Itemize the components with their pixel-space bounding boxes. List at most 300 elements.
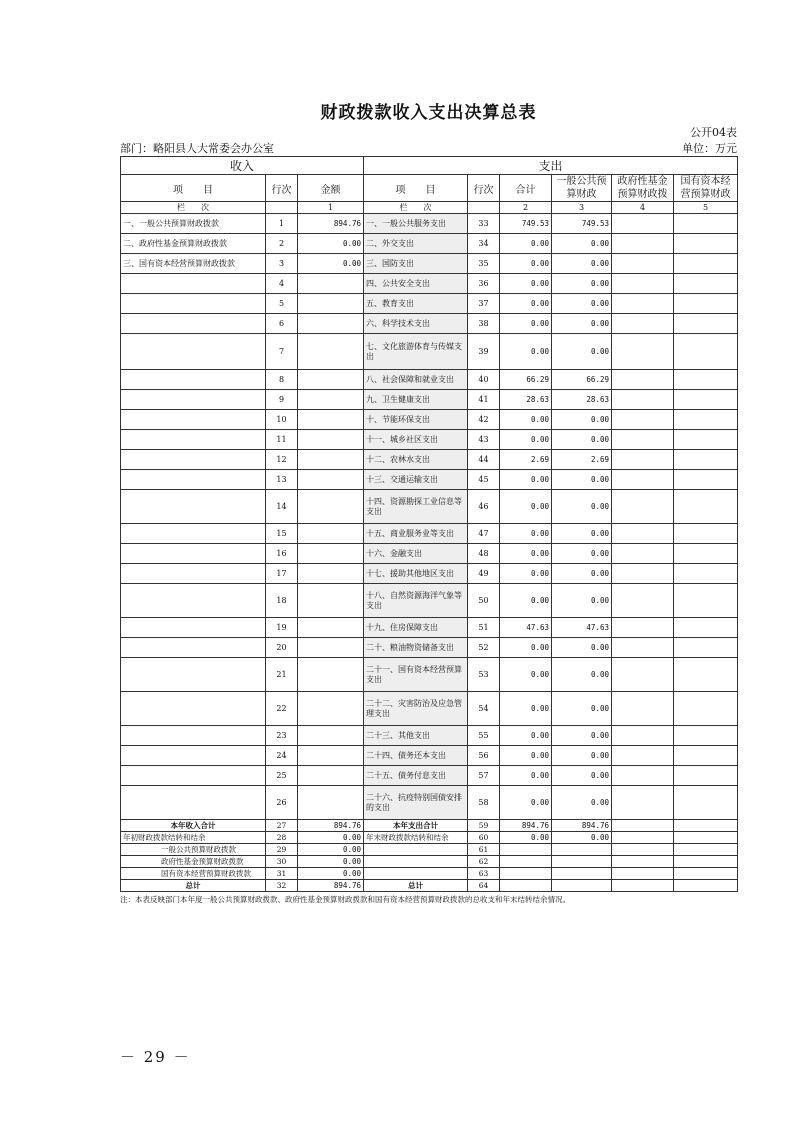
income-line: 5: [266, 294, 298, 314]
expense-total: 2.69: [500, 450, 552, 470]
income-line: 24: [266, 746, 298, 766]
table-row: [121, 658, 738, 692]
summary-income-line: 32: [266, 880, 298, 892]
state-capital-amount: [674, 410, 738, 430]
income-header: 收入: [121, 157, 364, 175]
expense-item: 十、节能环保支出: [364, 410, 468, 430]
gov-fund-amount: [612, 274, 674, 294]
col-number: 1: [298, 202, 364, 214]
income-item: [121, 334, 266, 370]
table-row: [121, 390, 738, 410]
income-item: [121, 692, 266, 726]
summary-income-line: 27: [266, 820, 298, 832]
gov-fund-amount: [612, 584, 674, 618]
expense-header: 支出: [364, 157, 738, 175]
income-line: 8: [266, 370, 298, 390]
general-budget-amount: 0.00: [552, 470, 612, 490]
state-capital-amount: [674, 334, 738, 370]
general-budget-amount: 0.00: [552, 524, 612, 544]
summary-expense-line: 60: [468, 832, 500, 844]
header-row-col-numbers: [121, 202, 738, 214]
general-budget-amount: 0.00: [552, 254, 612, 274]
table-row: [121, 638, 738, 658]
gov-fund-amount: [612, 564, 674, 584]
expense-line: 50: [468, 584, 500, 618]
expense-total: 0.00: [500, 294, 552, 314]
state-capital-amount: [674, 390, 738, 410]
state-capital-amount: [674, 430, 738, 450]
expense-total: 28.63: [500, 390, 552, 410]
table-row: [121, 470, 738, 490]
expense-item: 十四、资源勘探工业信息等支出: [364, 490, 468, 524]
income-line: 12: [266, 450, 298, 470]
table-row: [121, 274, 738, 294]
table-row: [121, 314, 738, 334]
summary-state-capital: [674, 868, 738, 880]
expense-line: 37: [468, 294, 500, 314]
expense-line: 35: [468, 254, 500, 274]
income-line: 23: [266, 726, 298, 746]
general-budget-amount: 0.00: [552, 410, 612, 430]
expense-total: 0.00: [500, 470, 552, 490]
total-header: 合计: [500, 175, 552, 202]
expense-total: 0.00: [500, 692, 552, 726]
general-budget-amount: 47.63: [552, 618, 612, 638]
summary-income-amount: 0.00: [298, 832, 364, 844]
expense-total: 0.00: [500, 746, 552, 766]
expense-item: 十九、住房保障支出: [364, 618, 468, 638]
general-budget-amount: 0.00: [552, 430, 612, 450]
general-budget-amount: 0.00: [552, 726, 612, 746]
state-capital-amount: [674, 726, 738, 746]
gov-fund-amount: [612, 450, 674, 470]
summary-row: [121, 820, 738, 832]
department-label: 部门：略阳县人大常委会办公室: [120, 142, 274, 155]
expense-item: 十五、商业服务业等支出: [364, 524, 468, 544]
general-budget-amount: 0.00: [552, 786, 612, 820]
expense-total: 0.00: [500, 564, 552, 584]
income-item: [121, 564, 266, 584]
expense-total: 0.00: [500, 410, 552, 430]
income-item: [121, 618, 266, 638]
summary-income-amount: 0.00: [298, 868, 364, 880]
summary-total: 0.00: [500, 832, 552, 844]
income-amount: [298, 638, 364, 658]
expense-item: 十七、援助其他地区支出: [364, 564, 468, 584]
income-amount: [298, 470, 364, 490]
summary-income-line: 28: [266, 832, 298, 844]
summary-expense-line: 64: [468, 880, 500, 892]
income-line: 19: [266, 618, 298, 638]
income-line: 11: [266, 430, 298, 450]
state-capital-amount: [674, 766, 738, 786]
general-budget-amount: 0.00: [552, 334, 612, 370]
expense-line: 57: [468, 766, 500, 786]
income-line: 4: [266, 274, 298, 294]
expense-item: 九、卫生健康支出: [364, 390, 468, 410]
expense-line: 53: [468, 658, 500, 692]
header-row-columns: [121, 175, 738, 202]
expense-line: 52: [468, 638, 500, 658]
summary-income-amount: 894.76: [298, 820, 364, 832]
expense-line: 41: [468, 390, 500, 410]
table-row: [121, 584, 738, 618]
expense-item: 六、科学技术支出: [364, 314, 468, 334]
income-amount: [298, 584, 364, 618]
gov-fund-amount: [612, 470, 674, 490]
income-item: [121, 658, 266, 692]
expense-item: 二十四、债务还本支出: [364, 746, 468, 766]
income-amount: [298, 564, 364, 584]
income-item: 一、一般公共预算财政拨款: [121, 214, 266, 234]
expense-line: 39: [468, 334, 500, 370]
summary-total: [500, 868, 552, 880]
income-line: 3: [266, 254, 298, 274]
income-line: 1: [266, 214, 298, 234]
income-amount: 894.76: [298, 214, 364, 234]
expense-item: 二十三、其他支出: [364, 726, 468, 746]
income-item: [121, 450, 266, 470]
expense-item: 八、社会保障和就业支出: [364, 370, 468, 390]
state-capital-amount: [674, 274, 738, 294]
state-capital-amount: [674, 746, 738, 766]
gov-fund-amount: [612, 334, 674, 370]
table-row: [121, 524, 738, 544]
general-budget-amount: 28.63: [552, 390, 612, 410]
income-line: 26: [266, 786, 298, 820]
expense-line: 49: [468, 564, 500, 584]
finance-table: [120, 156, 738, 892]
gov-fund-amount: [612, 726, 674, 746]
gov-fund-amount: [612, 786, 674, 820]
general-budget-amount: 0.00: [552, 638, 612, 658]
expense-line: 42: [468, 410, 500, 430]
table-row: [121, 410, 738, 430]
expense-line: 45: [468, 470, 500, 490]
income-item: [121, 370, 266, 390]
income-line: 10: [266, 410, 298, 430]
summary-income-item: 国有资本经营预算财政拨款: [121, 868, 266, 880]
summary-expense-item: [364, 844, 468, 856]
summary-total: [500, 880, 552, 892]
summary-total: 894.76: [500, 820, 552, 832]
gov-fund-amount: [612, 254, 674, 274]
summary-expense-line: 61: [468, 844, 500, 856]
income-line: 6: [266, 314, 298, 334]
income-item: [121, 314, 266, 334]
general-budget-amount: 0.00: [552, 658, 612, 692]
state-capital-amount: [674, 314, 738, 334]
summary-expense-line: 59: [468, 820, 500, 832]
gov-fund-amount: [612, 370, 674, 390]
summary-expense-line: 63: [468, 868, 500, 880]
income-amount: [298, 692, 364, 726]
expense-item: 二十、粮油物资储备支出: [364, 638, 468, 658]
expense-line: 55: [468, 726, 500, 746]
expense-line: 40: [468, 370, 500, 390]
expense-line-header: 行次: [468, 175, 500, 202]
summary-state-capital: [674, 820, 738, 832]
table-row: [121, 450, 738, 470]
expense-item: 二、外交支出: [364, 234, 468, 254]
income-item: [121, 294, 266, 314]
income-amount: [298, 274, 364, 294]
income-amount: [298, 786, 364, 820]
income-line: 21: [266, 658, 298, 692]
gov-fund-amount: [612, 490, 674, 524]
general-budget-amount: 2.69: [552, 450, 612, 470]
income-item: [121, 766, 266, 786]
income-amount: [298, 430, 364, 450]
table-row: [121, 544, 738, 564]
expense-total: 0.00: [500, 524, 552, 544]
summary-total: [500, 856, 552, 868]
state-capital-amount: [674, 470, 738, 490]
table-row: [121, 766, 738, 786]
state-capital-amount: [674, 638, 738, 658]
summary-gov-fund: [612, 880, 674, 892]
income-line: 7: [266, 334, 298, 370]
header-row-groups: [121, 157, 738, 175]
general-budget-amount: 749.53: [552, 214, 612, 234]
summary-expense-item: [364, 856, 468, 868]
table-row: [121, 490, 738, 524]
expense-total: 0.00: [500, 254, 552, 274]
expense-col-label: 栏 次: [364, 202, 468, 214]
summary-total: [500, 844, 552, 856]
expense-line: 43: [468, 430, 500, 450]
income-amount: [298, 294, 364, 314]
income-amount: [298, 334, 364, 370]
form-code: 公开04表: [690, 126, 737, 139]
income-line: 9: [266, 390, 298, 410]
expense-item: 四、公共安全支出: [364, 274, 468, 294]
summary-state-capital: [674, 880, 738, 892]
income-amount: [298, 490, 364, 524]
table-row: [121, 234, 738, 254]
general-budget-amount: 0.00: [552, 766, 612, 786]
income-line: 14: [266, 490, 298, 524]
summary-row: [121, 880, 738, 892]
income-item: [121, 638, 266, 658]
gov-fund-amount: [612, 430, 674, 450]
income-line: 22: [266, 692, 298, 726]
summary-general: 894.76: [552, 820, 612, 832]
state-capital-amount: [674, 524, 738, 544]
income-line: 20: [266, 638, 298, 658]
summary-income-line: 29: [266, 844, 298, 856]
income-amount: [298, 726, 364, 746]
income-line: 18: [266, 584, 298, 618]
expense-total: 0.00: [500, 544, 552, 564]
report-title: 财政拨款收入支出决算总表: [320, 103, 537, 123]
income-amount-header: 金额: [298, 175, 364, 202]
expense-line: 34: [468, 234, 500, 254]
general-budget-amount: 0.00: [552, 314, 612, 334]
income-amount: [298, 766, 364, 786]
summary-expense-item: 本年支出合计: [364, 820, 468, 832]
table-row: [121, 430, 738, 450]
state-capital-amount: [674, 370, 738, 390]
income-amount: [298, 658, 364, 692]
gov-fund-amount: [612, 746, 674, 766]
expense-total: 0.00: [500, 658, 552, 692]
summary-income-item: 年初财政拨款结转和结余: [121, 832, 266, 844]
income-amount: [298, 314, 364, 334]
expense-total: 0.00: [500, 334, 552, 370]
expense-total: 66.29: [500, 370, 552, 390]
income-amount: [298, 524, 364, 544]
general-budget-amount: 0.00: [552, 294, 612, 314]
summary-income-item: 一般公共预算财政拨款: [121, 844, 266, 856]
gov-fund-amount: [612, 294, 674, 314]
expense-item: 二十二、灾害防治及应急管理支出: [364, 692, 468, 726]
page-number: － 29 －: [120, 1048, 191, 1066]
gov-fund-amount: [612, 544, 674, 564]
col-number: 3: [552, 202, 612, 214]
summary-state-capital: [674, 844, 738, 856]
expense-total: 0.00: [500, 234, 552, 254]
income-col-label: 栏 次: [121, 202, 266, 214]
income-amount: [298, 370, 364, 390]
summary-gov-fund: [612, 868, 674, 880]
income-item: [121, 490, 266, 524]
gov-fund-amount: [612, 214, 674, 234]
summary-row: [121, 832, 738, 844]
income-amount: [298, 390, 364, 410]
expense-item: 十二、农林水支出: [364, 450, 468, 470]
gov-fund-amount: [612, 314, 674, 334]
income-amount: [298, 410, 364, 430]
table-row: [121, 214, 738, 234]
general-budget-amount: 0.00: [552, 584, 612, 618]
expense-total: 47.63: [500, 618, 552, 638]
income-item: [121, 410, 266, 430]
summary-state-capital: [674, 856, 738, 868]
income-item: [121, 470, 266, 490]
summary-expense-item: 总计: [364, 880, 468, 892]
expense-line: 36: [468, 274, 500, 294]
table-row: [121, 370, 738, 390]
summary-general: [552, 844, 612, 856]
expense-total: 0.00: [500, 584, 552, 618]
general-budget-header: 一般公共预算财政: [552, 175, 612, 202]
col-number: 5: [674, 202, 738, 214]
income-item: [121, 390, 266, 410]
expense-total: 749.53: [500, 214, 552, 234]
table-row: [121, 618, 738, 638]
expense-item: 二十一、国有资本经营预算支出: [364, 658, 468, 692]
income-item-header: 项 目: [121, 175, 266, 202]
gov-fund-amount: [612, 766, 674, 786]
expense-line: 56: [468, 746, 500, 766]
expense-line: 38: [468, 314, 500, 334]
summary-expense-line: 62: [468, 856, 500, 868]
summary-general: [552, 868, 612, 880]
general-budget-amount: 0.00: [552, 564, 612, 584]
unit-label: 单位：万元: [682, 142, 737, 155]
expense-line: 44: [468, 450, 500, 470]
general-budget-amount: 0.00: [552, 544, 612, 564]
general-budget-amount: 0.00: [552, 274, 612, 294]
income-amount: 0.00: [298, 234, 364, 254]
income-item: [121, 786, 266, 820]
state-capital-header: 国有资本经营预算财政: [674, 175, 738, 202]
income-line: 13: [266, 470, 298, 490]
expense-line: 47: [468, 524, 500, 544]
summary-gov-fund: [612, 844, 674, 856]
expense-item: 二十五、债务付息支出: [364, 766, 468, 786]
state-capital-amount: [674, 584, 738, 618]
table-row: [121, 786, 738, 820]
summary-income-line: 31: [266, 868, 298, 880]
summary-row: [121, 868, 738, 880]
income-item: [121, 746, 266, 766]
income-line-header: 行次: [266, 175, 298, 202]
expense-total: 0.00: [500, 766, 552, 786]
income-item: [121, 274, 266, 294]
gov-fund-amount: [612, 524, 674, 544]
expense-line: 51: [468, 618, 500, 638]
expense-item: 二十六、抗疫特别国债安排的支出: [364, 786, 468, 820]
col-number: 2: [500, 202, 552, 214]
income-item: 三、国有资本经营预算财政拨款: [121, 254, 266, 274]
gov-fund-amount: [612, 234, 674, 254]
table-row: [121, 692, 738, 726]
summary-expense-item: [364, 868, 468, 880]
expense-line: 33: [468, 214, 500, 234]
gov-fund-amount: [612, 390, 674, 410]
income-item: 二、政府性基金预算财政拨款: [121, 234, 266, 254]
gov-fund-amount: [612, 618, 674, 638]
general-budget-amount: 0.00: [552, 746, 612, 766]
summary-general: [552, 856, 612, 868]
income-line: 25: [266, 766, 298, 786]
income-line: 15: [266, 524, 298, 544]
general-budget-amount: 0.00: [552, 490, 612, 524]
state-capital-amount: [674, 618, 738, 638]
state-capital-amount: [674, 450, 738, 470]
income-amount: 0.00: [298, 254, 364, 274]
expense-item: 一、一般公共服务支出: [364, 214, 468, 234]
summary-income-amount: 0.00: [298, 856, 364, 868]
income-amount: [298, 544, 364, 564]
expense-item: 十八、自然资源海洋气象等支出: [364, 584, 468, 618]
expense-total: 0.00: [500, 726, 552, 746]
expense-item: 七、文化旅游体育与传媒支出: [364, 334, 468, 370]
general-budget-amount: 0.00: [552, 692, 612, 726]
expense-item: 十六、金融支出: [364, 544, 468, 564]
gov-fund-amount: [612, 658, 674, 692]
expense-item: 五、教育支出: [364, 294, 468, 314]
expense-line: 48: [468, 544, 500, 564]
income-item: [121, 584, 266, 618]
expense-line: 58: [468, 786, 500, 820]
state-capital-amount: [674, 786, 738, 820]
summary-income-line: 30: [266, 856, 298, 868]
table-row: [121, 746, 738, 766]
expense-line: 46: [468, 490, 500, 524]
expense-total: 0.00: [500, 274, 552, 294]
expense-item: 十一、城乡社区支出: [364, 430, 468, 450]
income-line: 17: [266, 564, 298, 584]
income-item: [121, 726, 266, 746]
income-amount: [298, 450, 364, 470]
table-row: [121, 294, 738, 314]
state-capital-amount: [674, 234, 738, 254]
expense-item: 三、国防支出: [364, 254, 468, 274]
table-row: [121, 254, 738, 274]
